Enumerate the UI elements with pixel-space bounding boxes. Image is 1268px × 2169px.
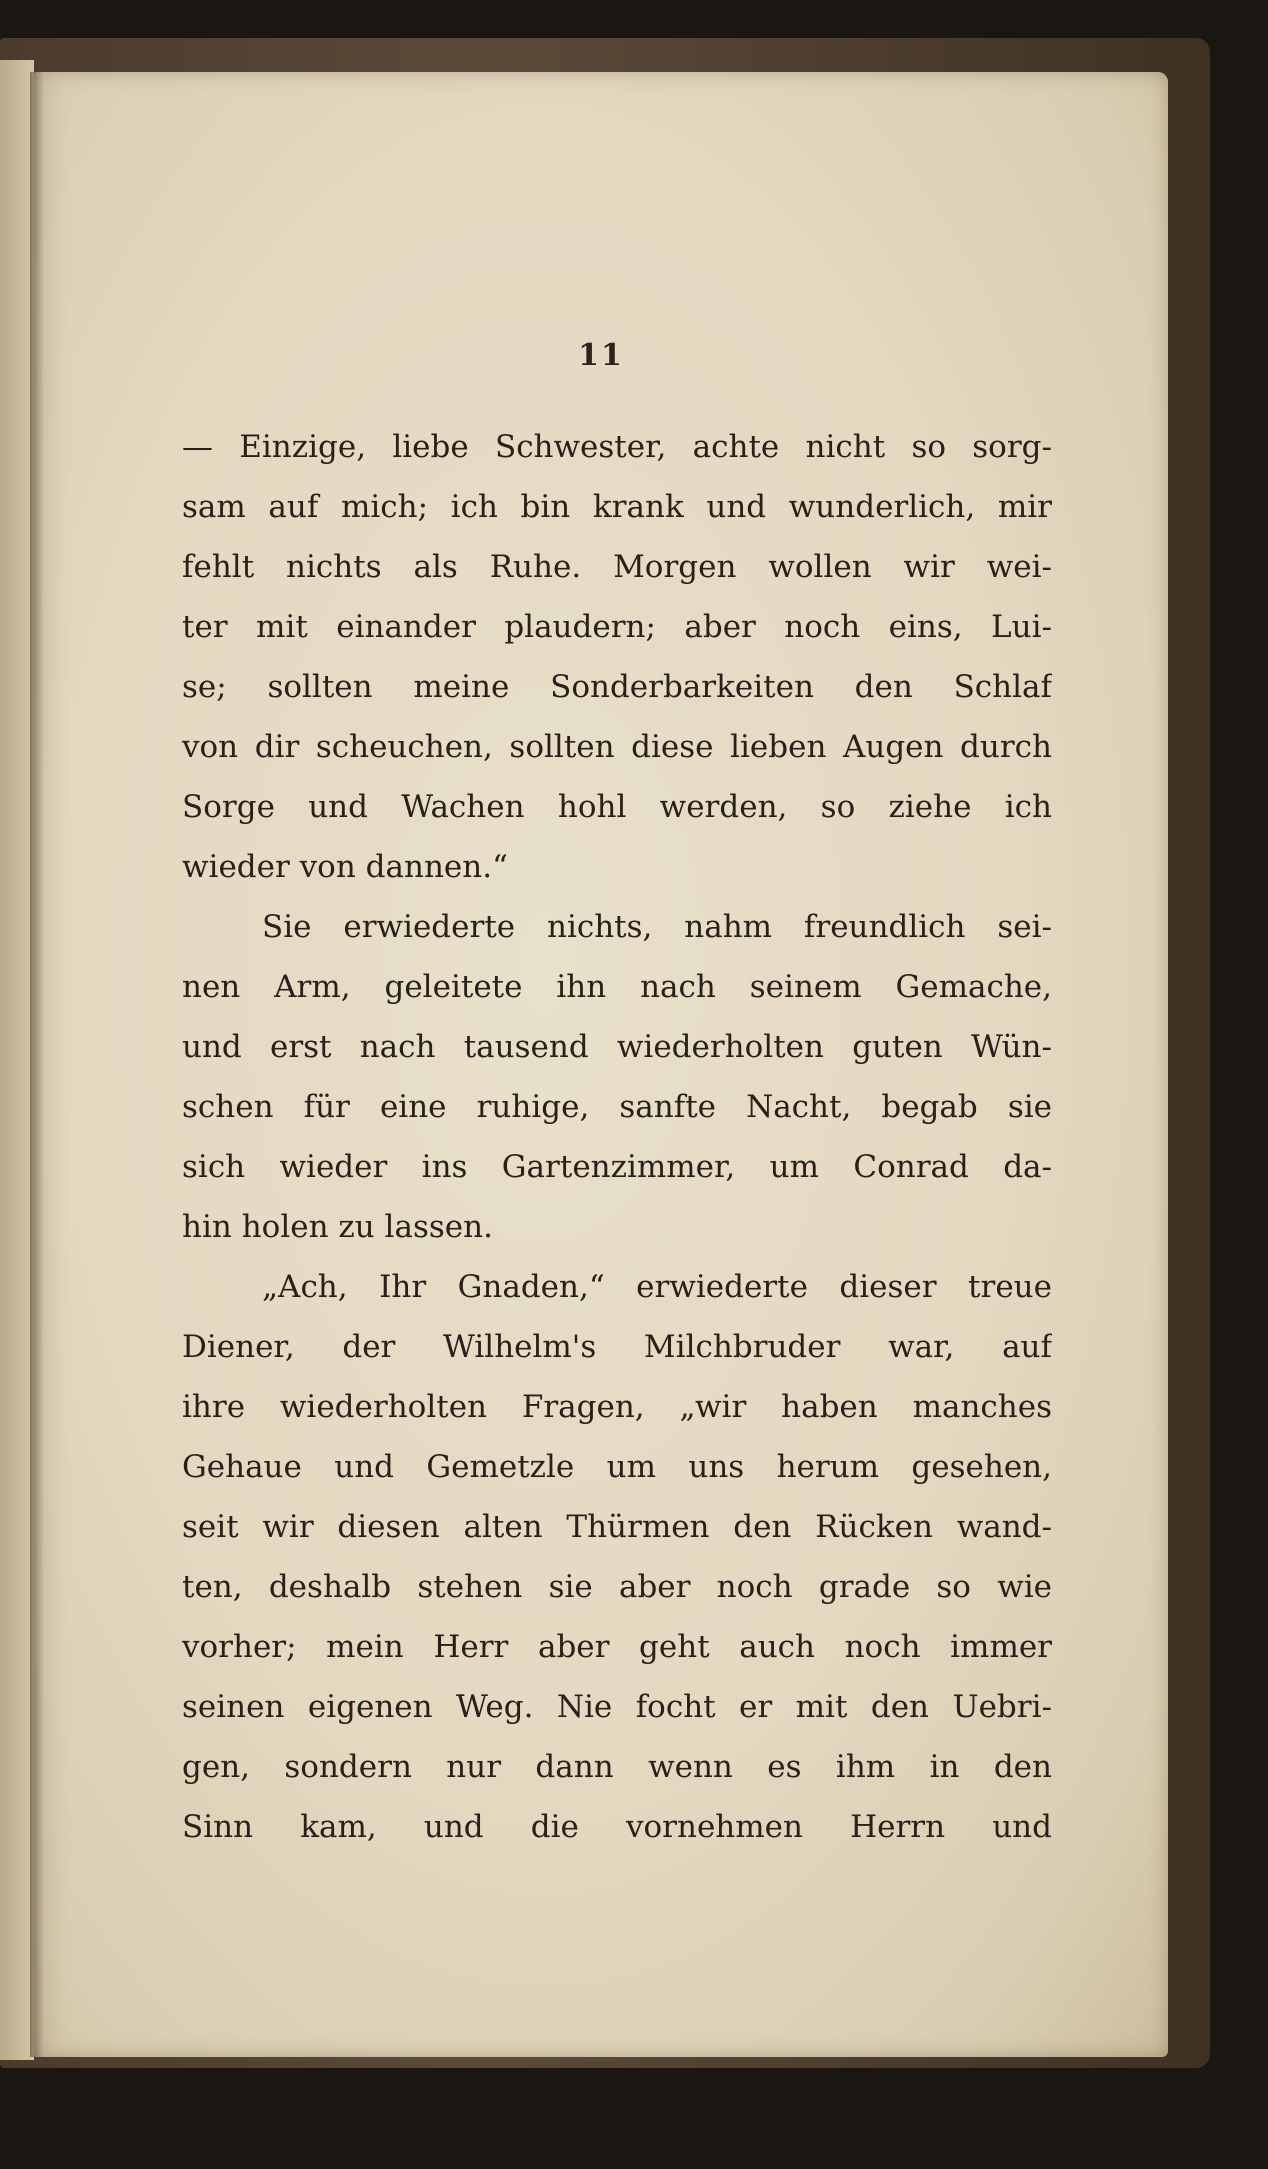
- text-line: ter mit einander plaudern; aber noch eins, Lui-: [182, 609, 1052, 645]
- text-line: Sorge und Wachen hohl werden, so ziehe ich: [182, 789, 1052, 825]
- text-line: gen, sondern nur dann wenn es ihm in den: [182, 1749, 1052, 1785]
- text-line: se; sollten meine Sonderbarkeiten den Schlaf: [182, 669, 1052, 705]
- text-line: Sie erwiederte nichts, nahm freundlich sei-: [262, 909, 1052, 945]
- text-line: seit wir diesen alten Thürmen den Rücken wand-: [182, 1509, 1052, 1545]
- page-text: [182, 417, 1052, 1857]
- text-line: von dir scheuchen, sollten diese lieben Augen durch: [182, 729, 1052, 765]
- page-number: 11: [578, 338, 624, 373]
- text-line: seinen eigenen Weg. Nie focht er mit den Uebri-: [182, 1689, 1052, 1725]
- text-line: — Einzige, liebe Schwester, achte nicht so sorg-: [182, 429, 1052, 465]
- text-line: ihre wiederholten Fragen, „wir haben manches: [182, 1389, 1052, 1425]
- spine-shadow: [30, 72, 44, 2057]
- text-line: „Ach, Ihr Gnaden,“ erwiederte dieser treue: [262, 1269, 1052, 1305]
- text-line: sam auf mich; ich bin krank und wunderlich, mir: [182, 489, 1052, 525]
- text-line: hin holen zu lassen.: [182, 1209, 493, 1245]
- left-page-edge: [0, 60, 34, 2060]
- text-line: und erst nach tausend wiederholten guten Wün-: [182, 1029, 1052, 1065]
- text-line: fehlt nichts als Ruhe. Morgen wollen wir wei-: [182, 549, 1052, 585]
- text-line: wieder von dannen.“: [182, 849, 508, 885]
- text-line: nen Arm, geleitete ihn nach seinem Gemache,: [182, 969, 1052, 1005]
- text-line: Gehaue und Gemetzle um uns herum gesehen,: [182, 1449, 1052, 1485]
- text-line: ten, deshalb stehen sie aber noch grade so wie: [182, 1569, 1052, 1605]
- text-line: vorher; mein Herr aber geht auch noch immer: [182, 1629, 1052, 1665]
- book-page: [34, 72, 1168, 2057]
- text-line: sich wieder ins Gartenzimmer, um Conrad da-: [182, 1149, 1052, 1185]
- text-line: Sinn kam, und die vornehmen Herrn und: [182, 1809, 1052, 1845]
- text-line: Diener, der Wilhelm's Milchbruder war, auf: [182, 1329, 1052, 1365]
- text-line: schen für eine ruhige, sanfte Nacht, begab sie: [182, 1089, 1052, 1125]
